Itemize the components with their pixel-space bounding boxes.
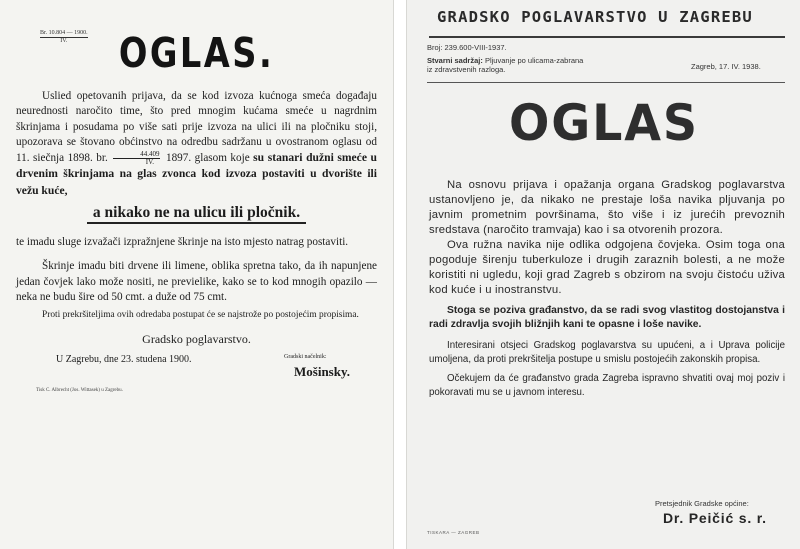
subject-divider — [427, 82, 785, 83]
paragraph-enforcement: Interesirani otsjeci Gradskog poglavarstva su upućeni, a i Uprava policije umoljena, da proti prekršitelja postupe u smislu postojećih zakonskih propisa. — [429, 340, 785, 365]
subject-line: Stvarni sadržaj: Pljuvanje po ulicama-zabrana iz zdravstvenih razloga. — [427, 56, 584, 74]
paragraph-expectation: Očekujem da će građanstvo grada Zagreba ispravno shvatiti ovaj moj poziv i pokoravati mu se u javnom interesu. — [429, 373, 785, 398]
paragraph-observation: Na osnovu prijava i opažanja organa Gradskog poglavarstva ustanovljeno je, da nikako ne prestaje loša navika pljuvanja po javnim prometnim površinama, što više i iz jurećih prevoznih sredstava (naročito tramvaja) kao i sa otvorenih prozora. — [429, 179, 785, 236]
issue-date: Zagreb, 17. IV. 1938. — [691, 62, 761, 71]
fraction-reference: $\frac{44.409}{IV.}$ — [113, 151, 160, 166]
poster-title: OGLAS. — [118, 29, 275, 77]
signer-name: Dr. Peičić s. r. — [663, 510, 767, 526]
issuer-signature: Gradsko poglavarstvo. — [142, 331, 251, 346]
paragraph-intro: Uslied opetovanih prijava, da se kod izvoza kućnoga smeća događaju neurednosti naročito time, što pred mnogim kućama smeće u nagrdnim škrinjama i posudama po više sati prije izvoza na ulici ili na pločniku stoji, upozorava se štovano obćinstvo na odredbu sadržanu u ovostranom oglasu od 11. siečnja 1898. br. $\frac{44.409}{IV.}$ 1897. glasom koje su stanari dužni smeće u drvenim škrinjama na glas zvonca kod izvoza postaviti u dvorište ili vežu kuće, — [16, 90, 378, 197]
paragraph-health: Ova ružna navika nije odlika odgojena čovjeka. Osim toga ona pogoduje širenju tuberkuloze i drugih zaraznih bolesti, a ne može koristiti ni ugledu, koji grad Zagreb s obzirom na svoju čistoću uživa kod kuće i u inostranstvu. — [429, 239, 785, 296]
printer-note: Tisk C. Albrecht (Jos. Wittasek) u Zagrebu. — [36, 387, 123, 393]
signer-label: Pretsjednik Gradske općine: — [655, 499, 749, 508]
reference-number: Br. 10.804 — 1900. IV. — [40, 30, 88, 44]
poster-1900 — [0, 0, 394, 549]
authority-header: GRADSKO POGLAVARSTVO U ZAGREBU — [437, 8, 753, 26]
paragraph-containers: Škrinje imadu biti drvene ili limene, oblika spretna tako, da ih napunjene jedan čovjek lako može nositi, ne previelike, kako se to kod mnogih opazilo — neka ne budu šire od 50 cmt. a duže od 75 cmt. — [16, 260, 377, 303]
poster-title: OGLAS — [508, 94, 700, 152]
paragraph-appeal: Stoga se poziva građanstvo, da se radi svog vlastitog dostojanstva i radi zdravlja svojih bližnjih kani te opasne i loše navike. — [429, 305, 785, 330]
paragraph-penalty: Proti prekršiteljima ovih odredaba postupat će se najstrože po postojećim propisima. — [42, 310, 359, 321]
poster-body — [429, 178, 785, 399]
signer-label: Gradski načelnik: — [284, 353, 327, 360]
paragraph-servants: te imadu sluge izvažači izpražnjene škrinje na isto mjesto natrag postaviti. — [16, 236, 349, 249]
signer-name: Mošinsky. — [294, 363, 350, 379]
poster-1938 — [406, 0, 800, 549]
header-divider — [429, 36, 785, 38]
printer-note: TISKARA — ZAGREB — [427, 530, 480, 535]
document-number: Broj: 239.600-VIII-1937. — [427, 43, 507, 52]
emphasis-line: a nikako ne na ulicu ili pločnik. — [16, 204, 377, 222]
poster-footer — [16, 354, 377, 394]
issue-date: U Zagrebu, dne 23. studena 1900. — [56, 353, 192, 365]
